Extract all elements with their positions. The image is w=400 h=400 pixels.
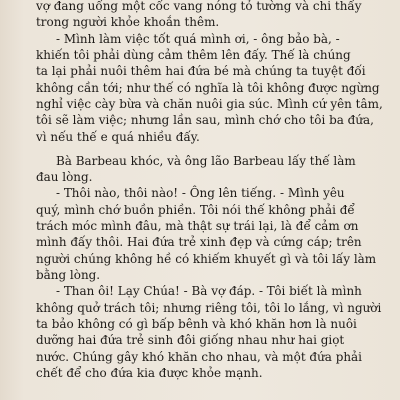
text-line: - Mình làm việc tốt quá mình ơi, - ông bảo bà, - (56, 31, 340, 46)
text-line: không quở trách tôi; nhưng riêng tôi, tôi lo lắng, vì người (36, 300, 382, 315)
text-line: tôi sẽ làm việc; nhưng lần sau, mình chớ cho tôi ba đứa, (36, 113, 374, 128)
text-line: đau lòng. (36, 169, 93, 184)
text-line: - Than ôi! Lạy Chúa! - Bà vợ đáp. - Tôi biết là mình (56, 284, 362, 299)
text-line: mình đấy thôi. Hai đứa trẻ xinh đẹp và cứng cáp; trên (36, 235, 362, 250)
text-line: người chúng không hề có khiếm khuyết gì và tôi lấy làm (36, 251, 377, 266)
text-line: ta lại phải nuôi thêm hai đứa bé mà chúng ta tuyệt đối (36, 64, 366, 79)
text-line: trách móc mình đâu, mà thật sự trái lại, là để cảm ơn (36, 218, 359, 233)
text-line: không cần tới; như thế có nghĩa là tôi không được ngừng (36, 80, 380, 95)
text-line: nước. Chúng gây khó khăn cho nhau, và một đứa phải (36, 349, 363, 364)
text-line: vì nếu thế e quá nhiều đấy. (36, 129, 200, 144)
text-line: trong người khỏe khoắn thêm. (36, 15, 220, 30)
text-line: khiến tôi phải dùng cảm thêm lên đấy. Thế là chúng (36, 48, 351, 63)
text-line: nghỉ việc cày bừa và chăn nuôi gia súc. Mình cứ yên tâm, (36, 97, 383, 112)
text-line: - Thôi nào, thôi nào! - Ông lên tiếng. - Mình yêu (56, 186, 345, 201)
text-line: quý, mình chớ buồn phiền. Tôi nói thế không phải để (36, 202, 355, 217)
text-line: bằng lòng. (36, 267, 101, 282)
text-line: vợ đang uống một cốc vang nóng tỏ tường và chi thấy (36, 0, 362, 13)
text-line: chết để cho đứa kia được khỏe mạnh. (36, 366, 263, 381)
text-line: ta bảo không có gì bấp bênh và khó khăn hơn là nuôi (36, 317, 357, 332)
text-line: Bà Barbeau khóc, và ông lão Barbeau lấy thế làm (56, 153, 356, 168)
text-line: dưỡng hai đứa trẻ sinh đôi giống nhau như hai giọt (36, 333, 345, 348)
